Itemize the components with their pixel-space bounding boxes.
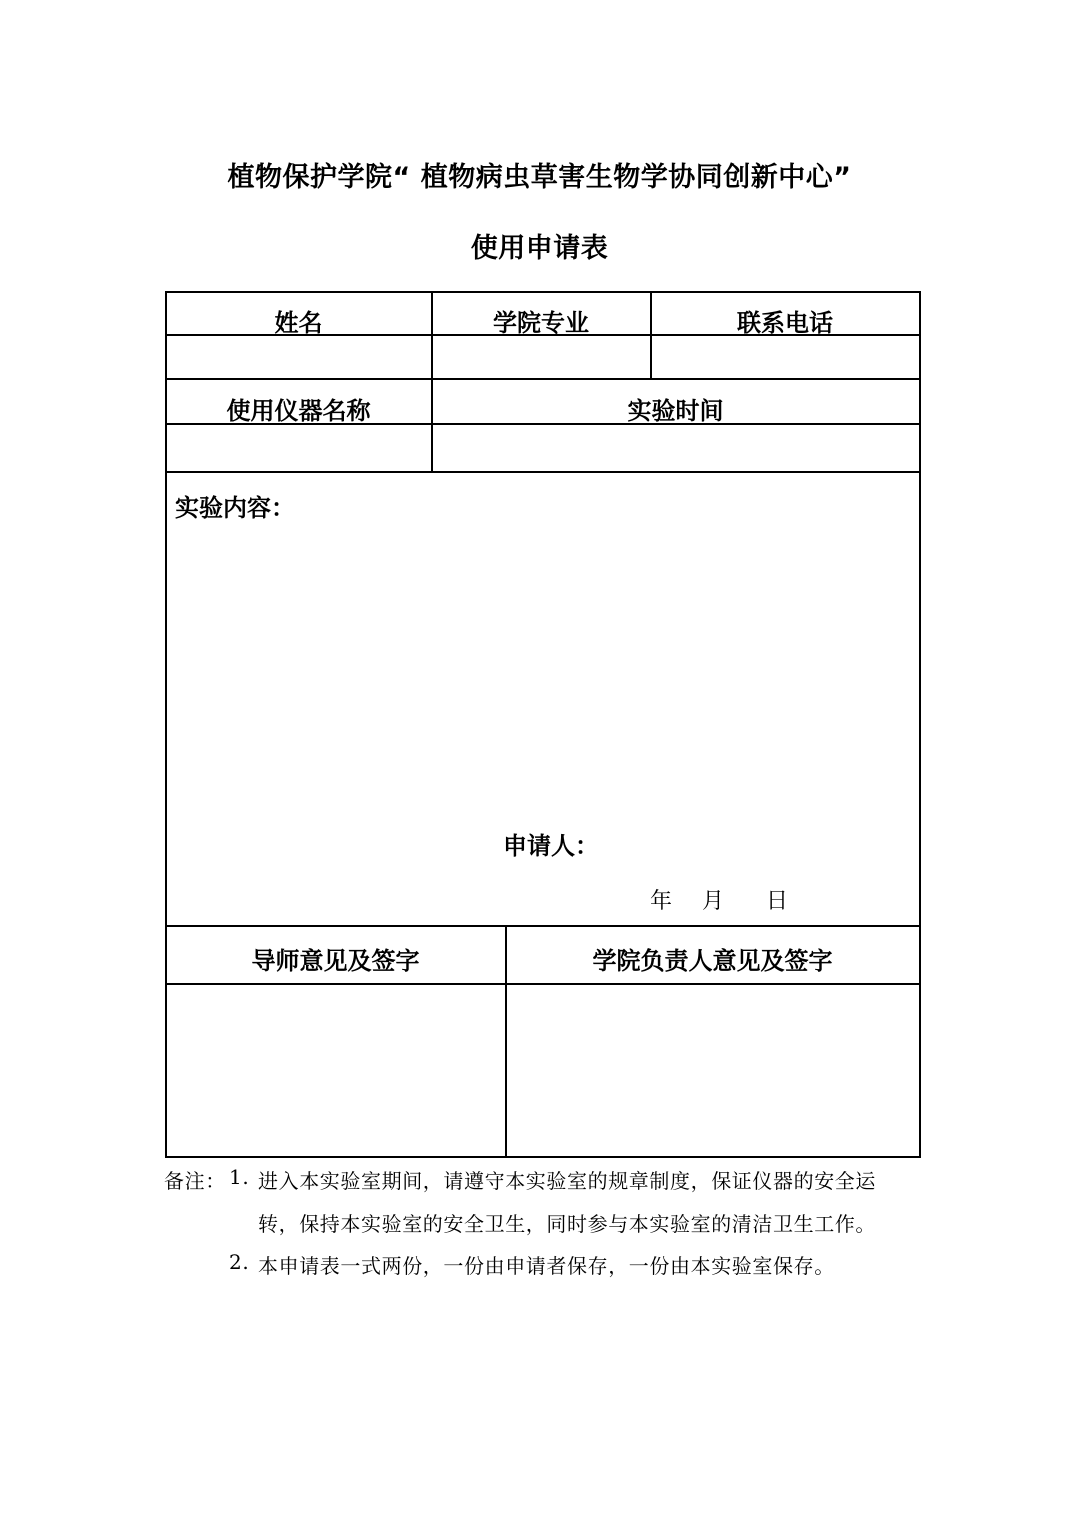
notes-prefix: 备注： <box>164 1169 226 1193</box>
form-title: 植物保护学院“ 植物病虫草害生物学协同创新中心” <box>227 162 852 193</box>
applicant-label: 申请人： <box>503 832 599 860</box>
note-1-number: 1. <box>229 1165 250 1189</box>
table-border-top <box>165 291 921 293</box>
table-border-bottom <box>165 1156 921 1158</box>
row-divider <box>165 471 921 473</box>
name-field[interactable] <box>167 336 430 377</box>
note-1-line-1: 进入本实验室期间，请遵守本实验室的规章制度，保证仪器的安全运 <box>258 1169 876 1193</box>
phone-header: 联系电话 <box>737 309 833 337</box>
experiment-content-label: 实验内容： <box>175 494 295 522</box>
college-major-field[interactable] <box>433 336 649 377</box>
name-header: 姓名 <box>274 309 323 337</box>
college-head-signature-field[interactable] <box>507 985 918 1155</box>
experiment-time-field[interactable] <box>433 425 918 470</box>
date-year-label: 年 <box>650 889 673 914</box>
note-1-line-2: 转，保持本实验室的安全卫生，同时参与本实验室的清洁卫生工作。 <box>258 1212 876 1236</box>
supervisor-signature-field[interactable] <box>167 985 504 1155</box>
experiment-time-header: 实验时间 <box>627 397 724 425</box>
instrument-name-header: 使用仪器名称 <box>226 397 371 425</box>
note-2-number: 2. <box>229 1250 250 1274</box>
table-border-right <box>919 291 921 1157</box>
date-month-label: 月 <box>702 889 725 914</box>
instrument-name-field[interactable] <box>167 425 430 470</box>
form-subtitle: 使用申请表 <box>470 233 609 264</box>
date-day-label: 日 <box>766 889 789 914</box>
row-divider <box>165 925 921 927</box>
phone-field[interactable] <box>652 336 918 377</box>
college-head-opinion-header: 学院负责人意见及签字 <box>592 947 833 975</box>
college-major-header: 学院专业 <box>493 309 589 337</box>
row-divider <box>165 378 921 380</box>
note-2-text: 本申请表一式两份，一份由申请者保存，一份由本实验室保存。 <box>258 1254 835 1278</box>
supervisor-opinion-header: 导师意见及签字 <box>251 947 420 975</box>
experiment-content-field[interactable] <box>167 525 918 815</box>
